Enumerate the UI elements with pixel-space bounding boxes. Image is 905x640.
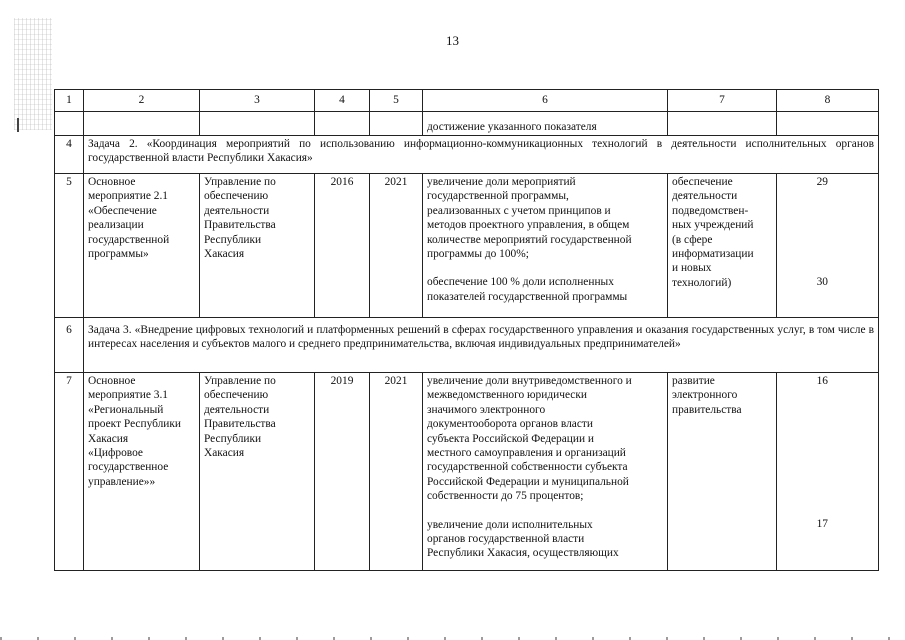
task-row	[55, 136, 879, 174]
end-year: 2021	[370, 174, 423, 318]
header-cell: 3	[200, 90, 315, 112]
result-cell: развитие электронного правительства	[668, 373, 777, 571]
reference-number: 29	[816, 176, 828, 188]
result-cell: обеспечение деятельности подведомствен- ных учреждений (в сфере информатизации и новых технологий)	[668, 174, 777, 318]
row-number: 4	[55, 136, 84, 174]
activity-cell: Основное мероприятие 2.1 «Обеспечение реализации государственной программы»	[84, 174, 200, 318]
reference-cell	[777, 174, 879, 318]
start-year: 2019	[315, 373, 370, 571]
activity-row	[55, 174, 879, 318]
header-cell: 2	[84, 90, 200, 112]
header-cell: 8	[777, 90, 879, 112]
row-number: 7	[55, 373, 84, 571]
reference-number: 16	[816, 375, 828, 387]
reference-number: 30	[816, 276, 828, 289]
continuation-row	[55, 112, 879, 136]
start-year: 2016	[315, 174, 370, 318]
activity-row	[55, 373, 879, 571]
row-number: 6	[55, 318, 84, 373]
reference-number: 17	[816, 518, 828, 531]
end-year: 2021	[370, 373, 423, 571]
header-cell: 4	[315, 90, 370, 112]
header-cell: 1	[55, 90, 84, 112]
executor-cell: Управление по обеспечению деятельности Правительства Республики Хакасия	[200, 373, 315, 571]
page-number: 13	[446, 33, 459, 48]
indicators-cell: увеличение доли мероприятий государственной программы, реализованных с учетом принципов и методов проектного управления, в общем количестве мероприятий государственной программы до 100%; обеспечение 100 % доли исполненных показателей государственной программы	[423, 174, 668, 318]
header-cell: 7	[668, 90, 777, 112]
task-text: Задача 3. «Внедрение цифровых технологий и платформенных решений в сферах государственного управления и оказания государственных услуг, в том числе в интересах населения и субъектов малого и среднего предпринимательства, включая индивидуальных предпринимателей»	[84, 318, 879, 373]
task-text: Задача 2. «Координация мероприятий по использованию информационно-коммуникационных технологий в деятельности исполнительных органов государственной власти Республики Хакасия»	[84, 136, 879, 174]
reference-cell	[777, 373, 879, 571]
header-row	[55, 90, 879, 112]
executor-cell: Управление по обеспечению деятельности Правительства Республики Хакасия	[200, 174, 315, 318]
indicators-cell: увеличение доли внутриведомственного и межведомственного юридически значимого электронного документооборота органов власти субъекта Российской Федерации и местного самоуправления и организаций государственной собственности субъекта Российской Федерации и муниципальной собственности до 75 процентов; увеличение доли исполнительных органов государственной власти Республики Хакасия, осуществляющих	[423, 373, 668, 571]
task-row	[55, 318, 879, 373]
program-table	[54, 89, 879, 571]
header-cell: 6	[423, 90, 668, 112]
activity-cell: Основное мероприятие 3.1 «Региональный проект Республики Хакасия «Цифровое государственное управление»»	[84, 373, 200, 571]
continuation-text: достижение указанного показателя	[423, 112, 668, 136]
corner-mark	[17, 118, 19, 132]
header-cell: 5	[370, 90, 423, 112]
row-number: 5	[55, 174, 84, 318]
